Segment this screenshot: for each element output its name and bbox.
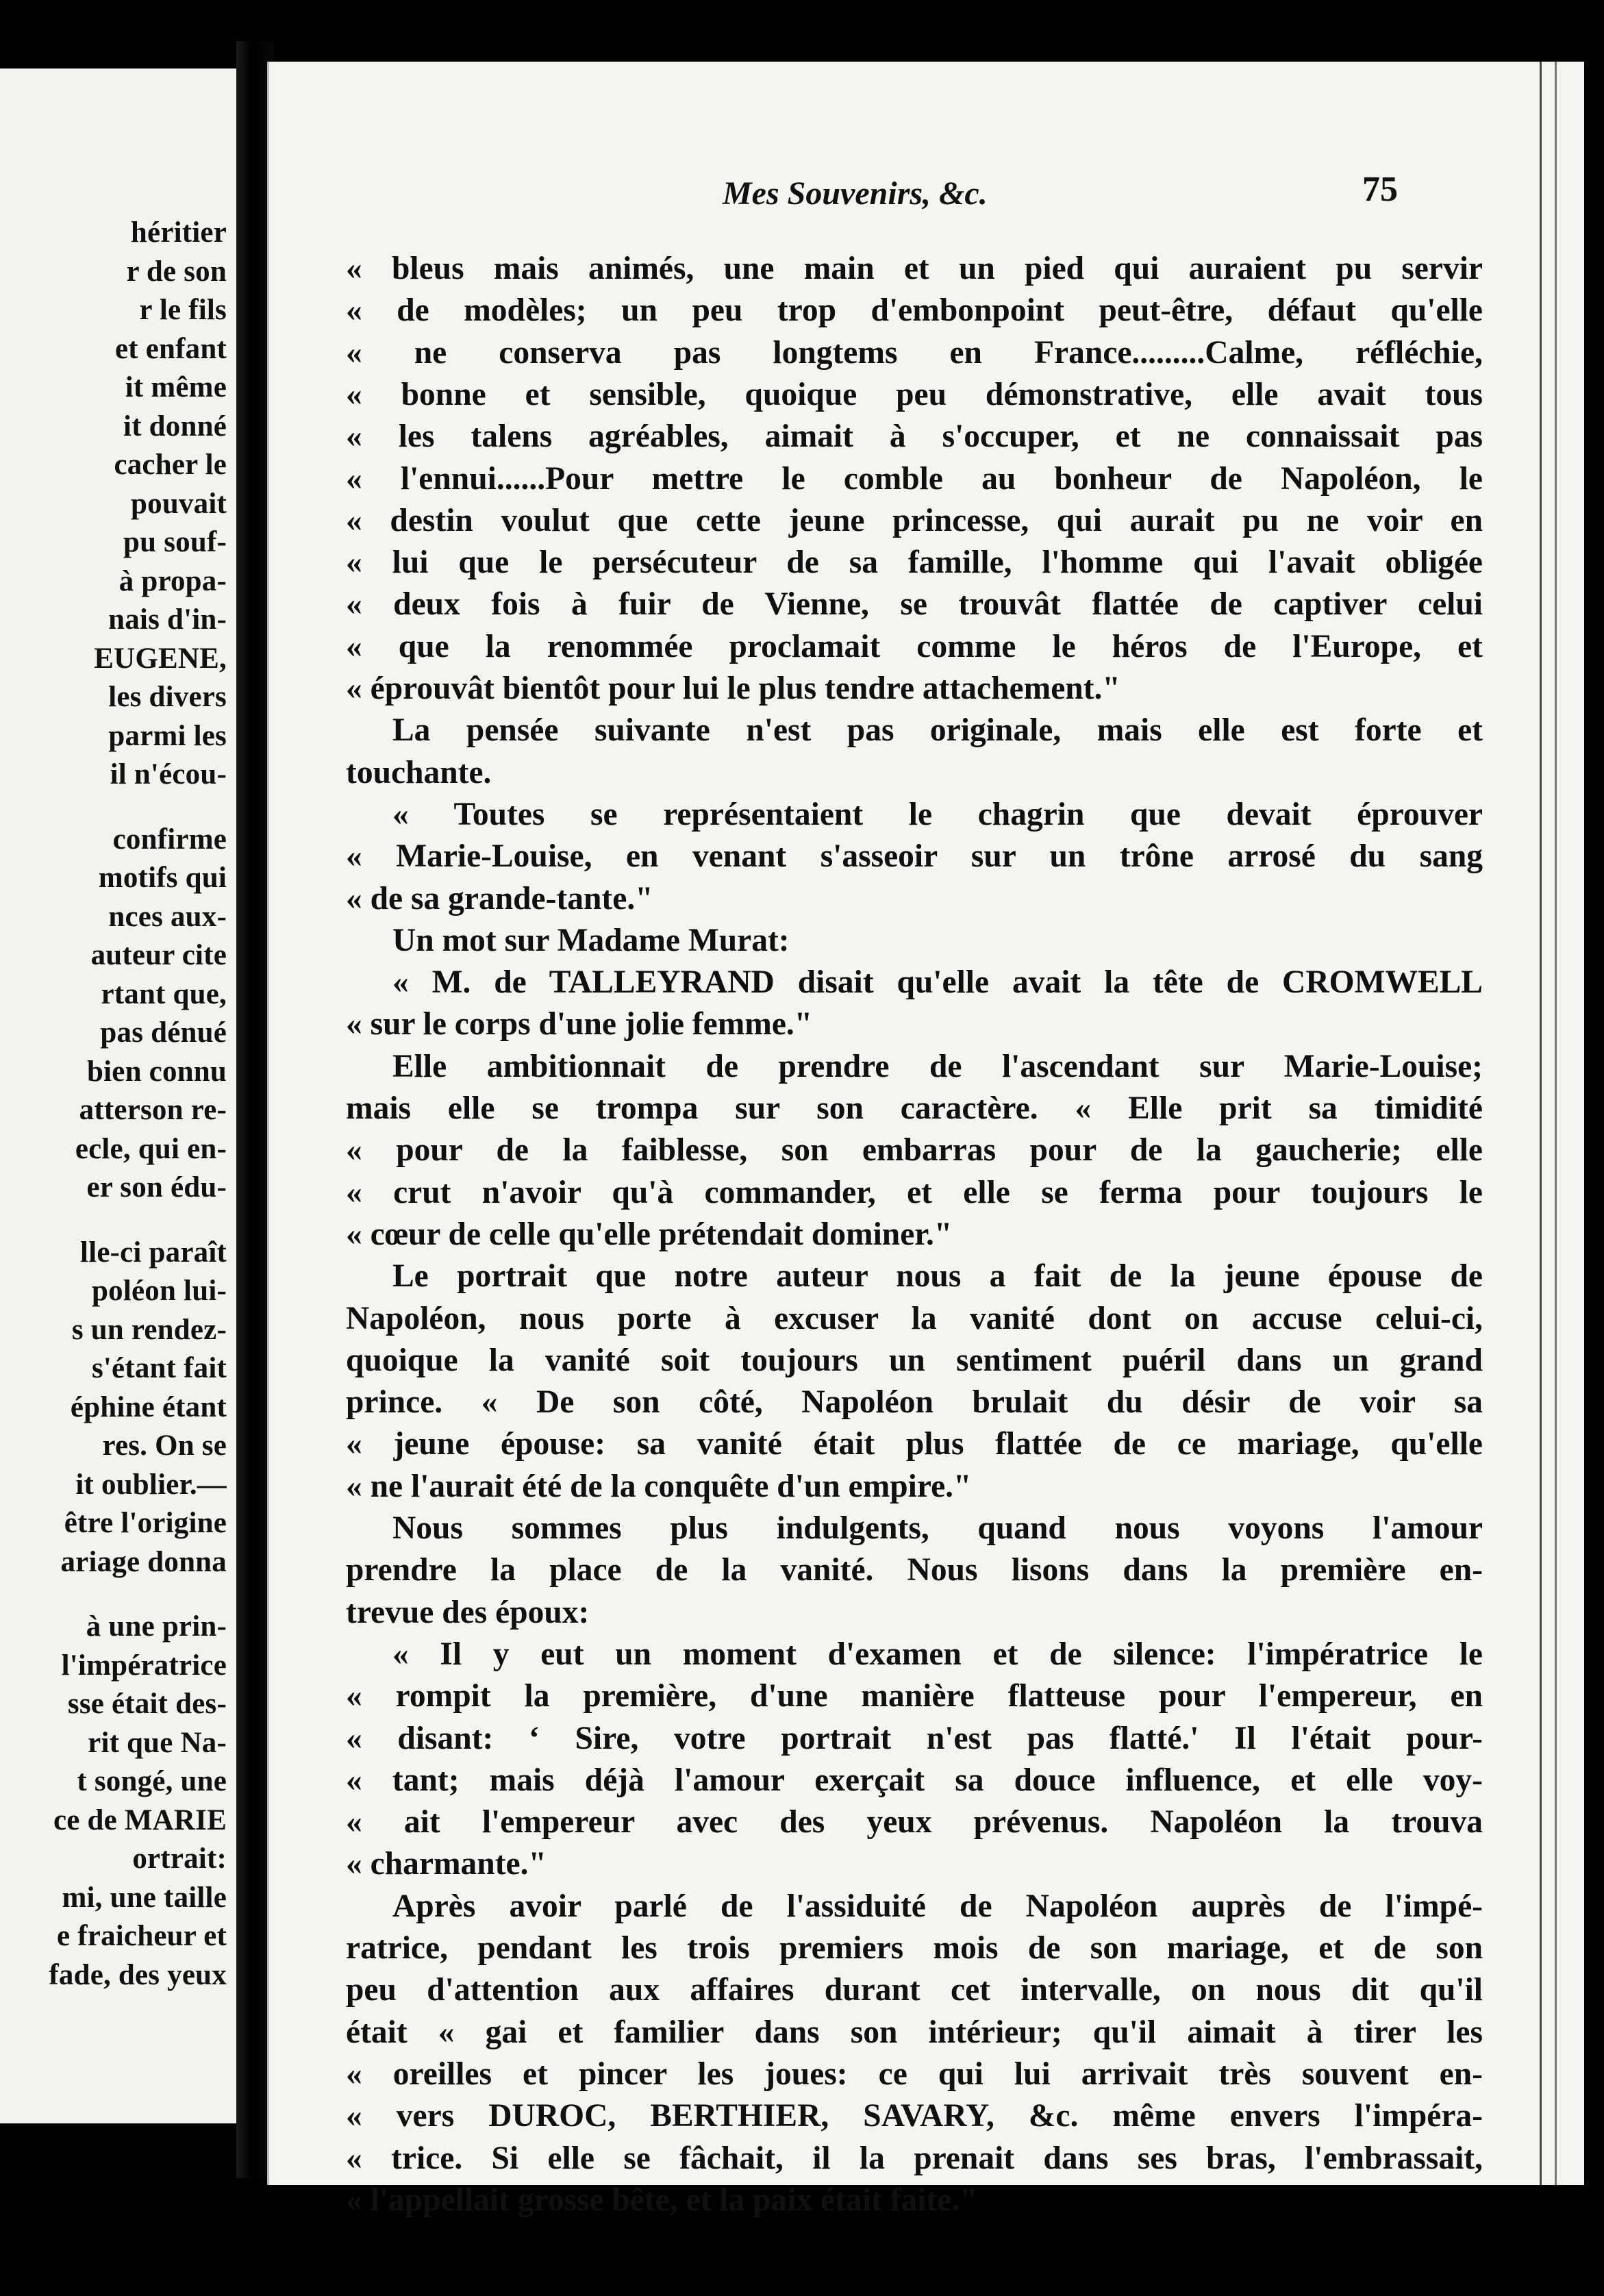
text-line: « trice. Si elle se fâchait, il la prenait dans ses bras, l'embrassait, bbox=[346, 2140, 1483, 2176]
left-page-line: parmi les bbox=[108, 719, 227, 752]
text-line: prince. « De son côté, Napoléon brulait du désir de voir sa bbox=[346, 1384, 1483, 1421]
left-page-line: ariage donna bbox=[60, 1545, 227, 1578]
left-page-line: pas dénué bbox=[100, 1016, 227, 1049]
text-line: « Marie-Louise, en venant s'asseoir sur un trône arrosé du sang bbox=[346, 838, 1483, 875]
left-page-line: à une prin- bbox=[86, 1610, 227, 1643]
text-line: « que la renommée proclamait comme le héros de l'Europe, et bbox=[346, 628, 1483, 664]
left-page-line: rit que Na- bbox=[88, 1726, 227, 1759]
left-page-line: ecle, qui en- bbox=[75, 1132, 227, 1165]
text-line: « jeune épouse: sa vanité était plus flattée de ce mariage, qu'elle bbox=[346, 1426, 1483, 1462]
text-line: « ne l'aurait été de la conquête d'un empire." bbox=[346, 1468, 972, 1504]
left-page-line: poléon lui- bbox=[92, 1275, 227, 1307]
left-page-line: er son édu- bbox=[86, 1171, 227, 1203]
text-line: « l'appellait grosse bête, et la paix était faite." bbox=[346, 2182, 978, 2218]
text-line: « éprouvât bientôt pour lui le plus tendre attachement." bbox=[346, 671, 1120, 706]
left-page-line: s un rendez- bbox=[71, 1313, 227, 1346]
left-page-line: e fraicheur et bbox=[57, 1920, 227, 1952]
text-line: Un mot sur Madame Murat: bbox=[392, 922, 790, 958]
left-page-line: atterson re- bbox=[79, 1094, 227, 1126]
left-page-line: mi, une taille bbox=[62, 1881, 227, 1914]
left-page-line: r de son bbox=[126, 255, 227, 288]
text-line: quoique la vanité soit toujours un sentiment puéril dans un grand bbox=[346, 1342, 1483, 1378]
text-line: La pensée suivante n'est pas originale, mais elle est forte et bbox=[392, 712, 1483, 749]
left-page-line: nces aux- bbox=[108, 900, 227, 933]
left-page-line: fade, des yeux bbox=[49, 1958, 227, 1991]
text-line: « bleus mais animés, une main et un pied qui auraient pu servir bbox=[346, 251, 1483, 286]
left-page-line: pouvait bbox=[131, 487, 227, 520]
left-page-line: it oublier.— bbox=[75, 1468, 227, 1501]
text-line: « rompit la première, d'une manière flatteuse pour l'empereur, en bbox=[346, 1678, 1483, 1714]
text-line: « M. de TALLEYRAND disait qu'elle avait la tête de CROMWELL bbox=[392, 964, 1483, 1001]
text-line: « l'ennui......Pour mettre le comble au bonheur de Napoléon, le bbox=[346, 460, 1483, 497]
text-line: « ait l'empereur avec des yeux prévenus. Napoléon la trouva bbox=[346, 1804, 1483, 1840]
text-line: Nous sommes plus indulgents, quand nous voyons l'amour bbox=[392, 1510, 1483, 1546]
text-line: Le portrait que notre auteur nous a fait de la jeune épouse de bbox=[392, 1258, 1483, 1295]
text-line: Napoléon, nous porte à excuser la vanité dont on accuse celui-ci, bbox=[346, 1300, 1483, 1336]
text-line: « vers DUROC, BERTHIER, SAVARY, &c. même envers l'impéra- bbox=[346, 2098, 1483, 2134]
text-line: mais elle se trompa sur son caractère. « Elle prit sa timidité bbox=[346, 1090, 1483, 1126]
text-line: « ne conserva pas longtems en France.........Calme, réfléchie, bbox=[346, 334, 1483, 371]
text-line: « de sa grande-tante." bbox=[346, 880, 653, 916]
right-page bbox=[267, 62, 1584, 2218]
left-page-line: nais d'in- bbox=[108, 603, 227, 636]
left-page-line: it donné bbox=[123, 410, 227, 442]
text-line: « Toutes se représentaient le chagrin que devait éprouver bbox=[392, 796, 1483, 832]
text-line: « de modèles; un peu trop d'embonpoint peut-être, défaut qu'elle bbox=[346, 292, 1483, 329]
text-line: « deux fois à fuir de Vienne, se trouvât flattée de captiver celui bbox=[346, 586, 1483, 623]
text-line: « les talens agréables, aimait à s'occuper, et ne connaissait pas bbox=[346, 419, 1483, 455]
text-line: ratrice, pendant les trois premiers mois de son mariage, et de son bbox=[346, 1930, 1483, 1966]
text-line: « sur le corps d'une jolie femme." bbox=[346, 1006, 813, 1043]
left-page-line: bien connu bbox=[87, 1055, 227, 1088]
text-line: trevue des époux: bbox=[346, 1594, 590, 1630]
left-page-line: les divers bbox=[108, 681, 227, 713]
left-page-line: motifs qui bbox=[98, 862, 227, 894]
left-page-line: res. On se bbox=[102, 1430, 227, 1462]
text-line: « lui que le persécuteur de sa famille, l'homme qui l'avait obligée bbox=[346, 545, 1483, 581]
left-page-line: cacher le bbox=[114, 449, 227, 481]
left-page-line: pu souf- bbox=[123, 526, 227, 558]
left-page-line: EUGENE, bbox=[94, 642, 227, 675]
text-line: « oreilles et pincer les joues: ce qui lui arrivait très souvent en- bbox=[346, 2056, 1483, 2092]
left-page-fragment bbox=[0, 68, 240, 2123]
left-page-line: l'impératrice bbox=[61, 1649, 227, 1682]
left-page-line: t songé, une bbox=[77, 1765, 227, 1797]
left-page-line: s'étant fait bbox=[91, 1352, 227, 1384]
left-page-line: il n'écou- bbox=[110, 758, 227, 790]
left-page-line: être l'origine bbox=[64, 1507, 227, 1539]
left-page-line: auteur cite bbox=[90, 939, 227, 971]
left-page-line: it même bbox=[125, 371, 227, 403]
left-page-line: et enfant bbox=[114, 332, 227, 365]
left-page-line: rtant que, bbox=[101, 977, 227, 1010]
text-line: « tant; mais déjà l'amour exerçait sa douce influence, et elle voy- bbox=[346, 1762, 1483, 1798]
text-line: « charmante." bbox=[346, 1846, 547, 1882]
text-line: touchante. bbox=[346, 754, 492, 790]
left-page-line: confirme bbox=[112, 823, 227, 856]
left-page-line: ortrait: bbox=[132, 1843, 227, 1875]
left-page-line: sse était des- bbox=[67, 1688, 227, 1720]
page-number: 75 bbox=[1362, 170, 1398, 209]
left-page-line: ce de MARIE bbox=[53, 1804, 227, 1836]
text-line: Après avoir parlé de l'assiduité de Napoléon auprès de l'impé- bbox=[392, 1888, 1483, 1924]
text-line: était « gai et familier dans son intérieur; qu'il aimait à tirer les bbox=[346, 2014, 1483, 2050]
text-line: « Il y eut un moment d'examen et de silence: l'impératrice le bbox=[392, 1636, 1483, 1672]
text-line: Elle ambitionnait de prendre de l'ascendant sur Marie-Louise; bbox=[392, 1048, 1483, 1084]
text-line: peu d'attention aux affaires durant cet intervalle, on nous dit qu'il bbox=[346, 1972, 1483, 2008]
text-line: « crut n'avoir qu'à commander, et elle se ferma pour toujours le bbox=[346, 1174, 1483, 1210]
left-page-line: éphine étant bbox=[70, 1390, 227, 1423]
text-line: « cœur de celle qu'elle prétendait dominer." bbox=[346, 1216, 953, 1252]
page-edge-line bbox=[1540, 62, 1542, 2185]
page-edge-line bbox=[1555, 62, 1557, 2185]
text-line: « disant: ‘ Sire, votre portrait n'est pas flatté.' Il l'était pour- bbox=[346, 1720, 1483, 1756]
left-page-line: héritier bbox=[130, 216, 227, 249]
text-line: « bonne et sensible, quoique peu démonstrative, elle avait tous bbox=[346, 376, 1483, 412]
left-page-line: à propa- bbox=[118, 564, 227, 597]
text-line: « destin voulut que cette jeune princesse, qui aurait pu ne voir en bbox=[346, 502, 1483, 538]
running-title: Mes Souvenirs, &c. bbox=[723, 175, 988, 212]
left-page-line: r le fils bbox=[139, 294, 227, 326]
left-page-line: lle-ci paraît bbox=[80, 1236, 227, 1269]
running-head bbox=[269, 170, 1584, 229]
text-line: prendre la place de la vanité. Nous lisons dans la première en- bbox=[346, 1552, 1483, 1588]
text-line: « pour de la faiblesse, son embarras pour de la gaucherie; elle bbox=[346, 1132, 1483, 1169]
